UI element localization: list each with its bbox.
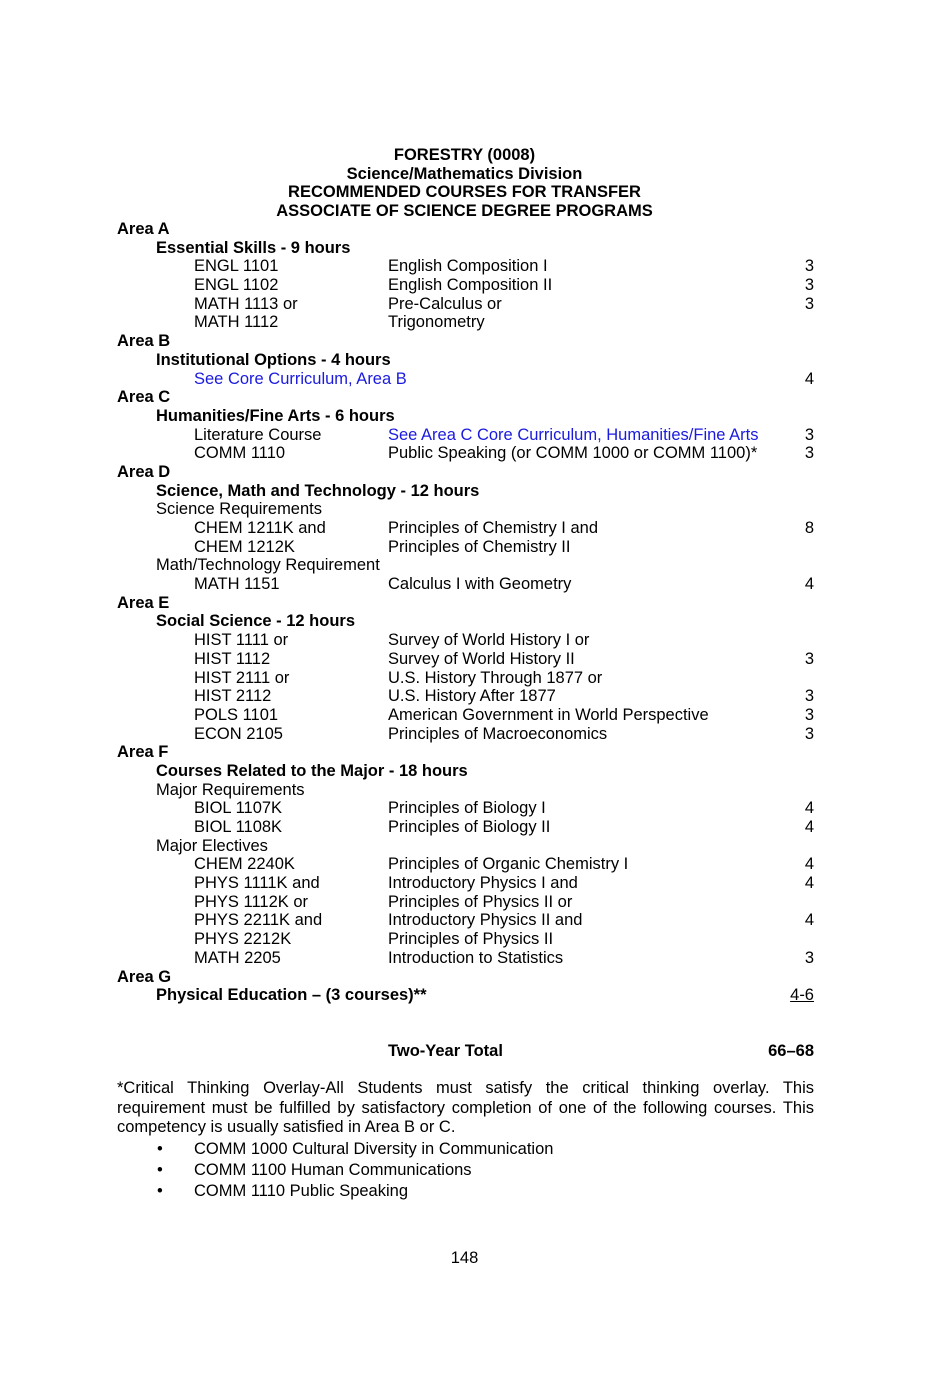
course-row	[117, 893, 814, 912]
course-code: MATH 1151	[194, 575, 280, 594]
section-heading: Essential Skills - 9 hours	[156, 238, 351, 257]
course-code: MATH 1113 or	[194, 294, 298, 313]
course-title: U.S. History After 1877	[388, 687, 556, 706]
course-code: BIOL 1108K	[194, 818, 283, 836]
bullet-item	[117, 1139, 814, 1160]
section-heading: Courses Related to the Major - 18 hours	[156, 761, 468, 780]
course-row	[117, 313, 814, 332]
core-curriculum-link[interactable]: See Core Curriculum, Area B	[194, 369, 407, 388]
course-code: ENGL 1101	[194, 257, 279, 276]
course-row	[117, 930, 814, 949]
course-row	[117, 444, 814, 463]
course-row	[117, 650, 814, 669]
credit-hours: 4-6	[790, 986, 814, 1005]
credit-hours: 4	[804, 575, 814, 594]
course-row	[117, 706, 814, 725]
course-title: English Composition II	[388, 276, 553, 295]
course-title: Public Speaking (or COMM 1000 or COMM 1100)*	[388, 444, 758, 463]
course-row	[117, 669, 814, 688]
course-row	[117, 538, 814, 557]
core-curriculum-link[interactable]: See Area C Core Curriculum, Humanities/Fine Arts	[388, 425, 759, 444]
course-code: MATH 1112	[194, 313, 279, 332]
course-code: HIST 1112	[194, 649, 271, 668]
course-code: CHEM 2240K	[194, 855, 295, 874]
area-heading: Area A	[117, 220, 170, 238]
division-name: Science/Mathematics Division	[346, 164, 583, 183]
credit-hours: 3	[804, 687, 814, 706]
course-row	[117, 295, 814, 314]
area-heading: Area F	[117, 743, 169, 762]
course-code: POLS 1101	[194, 705, 279, 724]
requirement-label: Major Requirements	[156, 780, 305, 799]
course-code: PHYS 2211K and	[194, 911, 323, 930]
bullet-text: COMM 1100 Human Communications	[194, 1161, 472, 1179]
course-code: COMM 1110	[194, 444, 286, 463]
area-heading: Area C	[117, 388, 171, 407]
course-bullet-list	[117, 1139, 814, 1202]
section-heading: Science, Math and Technology - 12 hours	[156, 481, 480, 500]
course-row	[117, 911, 814, 930]
two-year-total-label: Two-Year Total	[388, 1042, 503, 1060]
course-row	[117, 725, 814, 744]
course-code: HIST 2111 or	[194, 668, 290, 687]
course-row	[117, 687, 814, 706]
bullet-icon: •	[157, 1140, 163, 1158]
credit-hours: 3	[804, 257, 814, 276]
credit-hours: 8	[804, 519, 814, 537]
course-title: Principles of Biology II	[388, 818, 551, 836]
area-heading: Area E	[117, 593, 170, 612]
credit-hours: 3	[804, 444, 814, 463]
credit-hours: 4	[804, 818, 814, 836]
course-code: HIST 1111 or	[194, 631, 289, 650]
course-list	[117, 220, 814, 1005]
course-title: Principles of Organic Chemistry I	[388, 855, 629, 874]
course-row	[117, 276, 814, 295]
bullet-item	[117, 1181, 814, 1202]
course-code: BIOL 1107K	[194, 799, 283, 818]
credit-hours: 3	[804, 948, 814, 967]
course-row	[117, 575, 814, 594]
section-heading: Humanities/Fine Arts - 6 hours	[156, 406, 395, 425]
section-heading: Social Science - 12 hours	[156, 612, 355, 631]
course-code: ENGL 1102	[194, 276, 279, 295]
area-heading: Area G	[117, 967, 172, 986]
credit-hours: 3	[804, 649, 814, 668]
credit-hours: 3	[804, 425, 814, 444]
course-title: Introduction to Statistics	[388, 948, 564, 967]
course-title: Introductory Physics I and	[388, 874, 578, 893]
course-title: Pre-Calculus or	[388, 294, 502, 313]
course-row	[117, 370, 814, 389]
course-code: MATH 2205	[194, 948, 281, 967]
program-title: FORESTRY (0008)	[393, 146, 536, 164]
page-number: 148	[450, 1249, 479, 1267]
course-title: Introductory Physics II and	[388, 911, 583, 930]
critical-thinking-note: *Critical Thinking Overlay-All Students must satisfy the critical thinking overlay. This requirement must be fulfilled by satisfactory completion of one of the following courses. This competency is usually satisfied in Area B or C.	[117, 1079, 814, 1136]
course-title: Principles of Chemistry II	[388, 537, 571, 556]
credit-hours: 4	[804, 855, 814, 874]
section-heading-row	[117, 986, 814, 1005]
recommended-heading: RECOMMENDED COURSES FOR TRANSFER	[288, 183, 641, 202]
credit-hours: 3	[804, 724, 814, 743]
degree-heading: ASSOCIATE OF SCIENCE DEGREE PROGRAMS	[276, 202, 653, 221]
credit-hours: 4	[804, 911, 814, 930]
course-row	[117, 874, 814, 893]
course-row	[117, 257, 814, 276]
bullet-item	[117, 1160, 814, 1181]
course-title: U.S. History Through 1877 or	[388, 668, 603, 687]
course-title: Survey of World History I or	[388, 631, 590, 650]
course-code: HIST 2112	[194, 687, 272, 706]
requirement-label: Math/Technology Requirement	[156, 556, 380, 575]
requirement-label: Science Requirements	[156, 500, 322, 519]
course-row	[117, 949, 814, 968]
course-row	[117, 631, 814, 650]
course-row	[117, 855, 814, 874]
course-title: Principles of Chemistry I and	[388, 519, 598, 537]
course-row	[117, 818, 814, 837]
area-heading: Area B	[117, 332, 171, 351]
credit-hours: 4	[804, 369, 814, 388]
course-row	[117, 519, 814, 538]
document-header	[0, 146, 929, 221]
credit-hours: 3	[804, 294, 814, 313]
course-title: Trigonometry	[388, 313, 485, 332]
course-code: CHEM 1211K and	[194, 519, 326, 537]
credit-hours: 3	[804, 276, 814, 295]
credit-hours: 4	[804, 874, 814, 893]
section-heading: Physical Education – (3 courses)**	[156, 986, 427, 1005]
course-code: Literature Course	[194, 425, 322, 444]
area-heading: Area D	[117, 462, 171, 481]
course-title: English Composition I	[388, 257, 548, 276]
course-code: ECON 2105	[194, 724, 283, 743]
course-title: Principles of Macroeconomics	[388, 724, 608, 743]
course-row	[117, 426, 814, 445]
course-code: CHEM 1212K	[194, 537, 295, 556]
section-heading: Institutional Options - 4 hours	[156, 350, 391, 369]
bullet-icon: •	[157, 1161, 163, 1179]
course-code: PHYS 1111K and	[194, 874, 320, 893]
credit-hours: 3	[804, 705, 814, 724]
course-title: Calculus I with Geometry	[388, 575, 572, 594]
course-title: American Government in World Perspective	[388, 705, 709, 724]
course-title: Survey of World History II	[388, 649, 575, 668]
credit-hours: 4	[804, 799, 814, 818]
bullet-text: COMM 1000 Cultural Diversity in Communication	[194, 1140, 554, 1158]
course-code: PHYS 2212K	[194, 930, 292, 949]
requirement-label: Major Electives	[156, 836, 268, 855]
two-year-total-value: 66–68	[768, 1042, 814, 1060]
course-row	[117, 799, 814, 818]
course-title: Principles of Biology I	[388, 799, 546, 818]
course-title: Principles of Physics II or	[388, 892, 573, 911]
bullet-text: COMM 1110 Public Speaking	[194, 1182, 408, 1200]
course-title: Principles of Physics II	[388, 930, 554, 949]
course-code: PHYS 1112K or	[194, 892, 309, 911]
bullet-icon: •	[157, 1182, 163, 1200]
